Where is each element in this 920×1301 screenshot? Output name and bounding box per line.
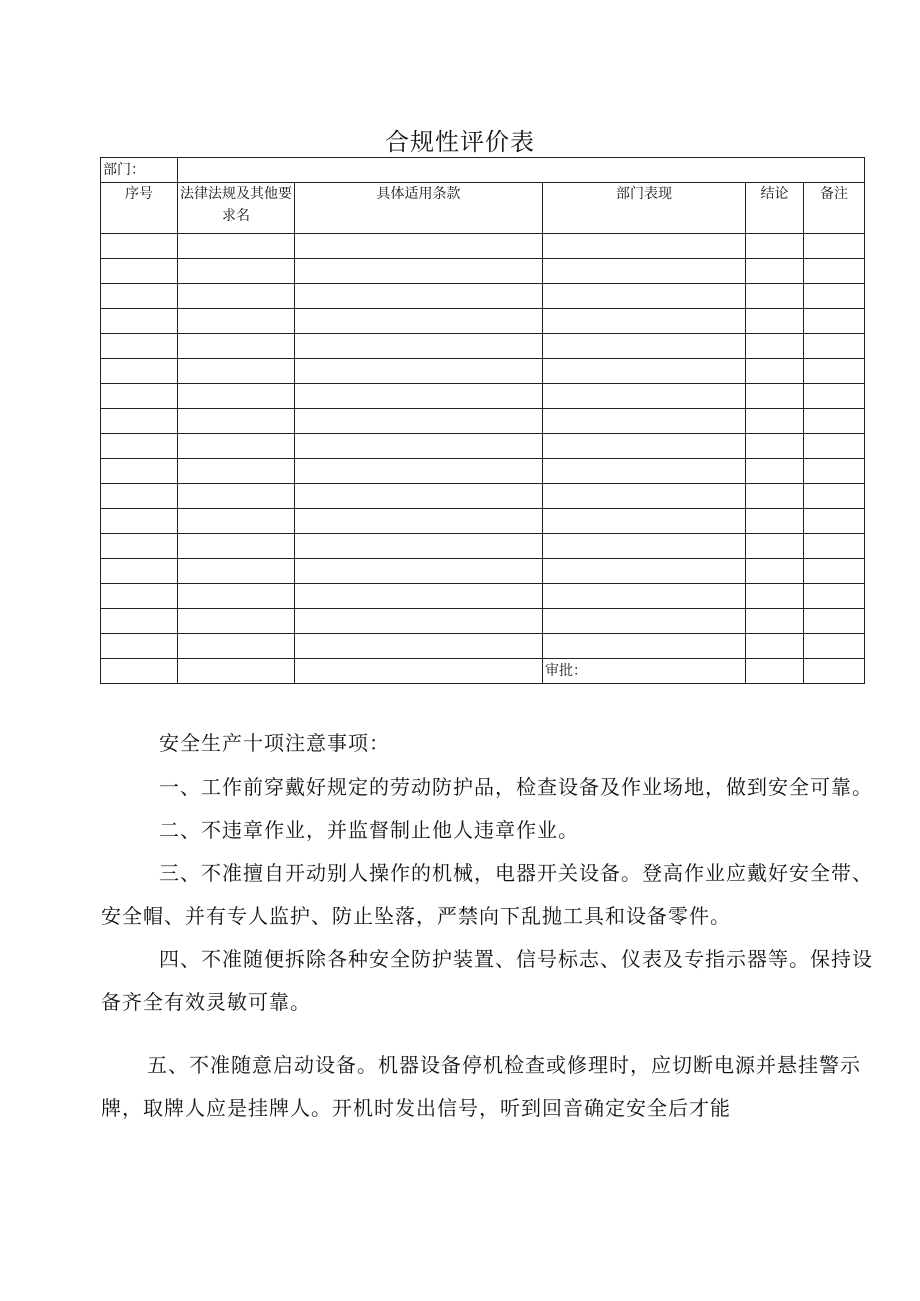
table-cell[interactable] [101, 609, 178, 634]
table-row [101, 484, 865, 509]
table-cell[interactable] [804, 509, 865, 534]
col-header-performance: 部门表现 [543, 183, 746, 234]
table-cell[interactable] [804, 309, 865, 334]
approval-label: 审批： [543, 659, 746, 684]
table-cell[interactable] [295, 609, 543, 634]
table-cell[interactable] [543, 384, 746, 409]
table-cell[interactable] [543, 434, 746, 459]
table-cell[interactable] [295, 459, 543, 484]
note-item-1: 一、工作前穿戴好规定的劳动防护品，检查设备及作业场地，做到安全可靠。 [159, 775, 873, 799]
table-cell[interactable] [178, 584, 295, 609]
note-item-4: 四、不准随便拆除各种安全防护装置、信号标志、仪表及专指示器等。保持设备齐全有效灵敏可靠。 [101, 947, 873, 1014]
col-header-remarks: 备注 [804, 183, 865, 234]
table-cell[interactable] [746, 659, 804, 684]
col-header-index: 序号 [101, 183, 178, 234]
table-cell[interactable] [101, 634, 178, 659]
table-cell[interactable] [746, 309, 804, 334]
table-cell[interactable] [101, 359, 178, 384]
table-cell[interactable] [746, 484, 804, 509]
table-cell[interactable] [101, 509, 178, 534]
table-cell[interactable] [746, 584, 804, 609]
dept-value-field[interactable] [178, 158, 865, 183]
note-item-3: 三、不准擅自开动别人操作的机械，电器开关设备。登高作业应戴好安全带、安全帽、并有专人监护、防止坠落，严禁向下乱抛工具和设备零件。 [101, 861, 873, 928]
table-cell[interactable] [804, 609, 865, 634]
table-cell[interactable] [295, 509, 543, 534]
table-cell[interactable] [101, 384, 178, 409]
table-cell[interactable] [804, 634, 865, 659]
table-cell[interactable] [178, 334, 295, 359]
table-row [101, 584, 865, 609]
table-cell[interactable] [295, 559, 543, 584]
table-cell[interactable] [746, 559, 804, 584]
table-cell[interactable] [543, 609, 746, 634]
table-cell[interactable] [543, 459, 746, 484]
table-cell[interactable] [543, 634, 746, 659]
table-cell[interactable] [101, 559, 178, 584]
table-cell[interactable] [101, 584, 178, 609]
table-cell[interactable] [804, 284, 865, 309]
table-cell[interactable] [178, 634, 295, 659]
table-cell[interactable] [746, 359, 804, 384]
table-row [101, 284, 865, 309]
table-cell[interactable] [295, 259, 543, 284]
table-cell[interactable] [543, 559, 746, 584]
note-item-5: 五、不准随意启动设备。机器设备停机检查或修理时，应切断电源并悬挂警示牌，取牌人应是挂牌人。开机时发出信号，听到回音确定安全后才能 [101, 1053, 861, 1120]
table-cell[interactable] [295, 359, 543, 384]
table-cell[interactable] [295, 284, 543, 309]
table-cell[interactable] [804, 334, 865, 359]
table-cell[interactable] [543, 584, 746, 609]
table-cell[interactable] [178, 434, 295, 459]
table-cell[interactable] [295, 434, 543, 459]
col-header-conclusion: 结论 [746, 183, 804, 234]
table-row [101, 309, 865, 334]
table-cell[interactable] [101, 534, 178, 559]
table-cell[interactable] [746, 259, 804, 284]
notes-heading: 安全生产十项注意事项： [159, 731, 390, 755]
note-item-2: 二、不违章作业，并监督制止他人违章作业。 [159, 818, 579, 842]
approval-row [101, 659, 865, 684]
table-row [101, 409, 865, 434]
dept-label: 部门： [101, 158, 178, 183]
table-cell[interactable] [746, 634, 804, 659]
table-cell[interactable] [804, 234, 865, 259]
table-cell[interactable] [178, 484, 295, 509]
table-cell[interactable] [178, 359, 295, 384]
table-cell[interactable] [804, 484, 865, 509]
table-cell[interactable] [178, 409, 295, 434]
table-header-row [101, 183, 865, 234]
table-cell[interactable] [746, 609, 804, 634]
table-cell[interactable] [804, 534, 865, 559]
table-cell[interactable] [101, 459, 178, 484]
table-cell[interactable] [543, 484, 746, 509]
table-cell[interactable] [543, 334, 746, 359]
table-cell[interactable] [295, 584, 543, 609]
table-cell[interactable] [178, 234, 295, 259]
table-cell[interactable] [295, 384, 543, 409]
table-cell[interactable] [746, 284, 804, 309]
table-cell[interactable] [804, 584, 865, 609]
table-cell[interactable] [178, 659, 295, 684]
table-cell[interactable] [804, 259, 865, 284]
table-row [101, 509, 865, 534]
table-cell[interactable] [295, 409, 543, 434]
table-row [101, 234, 865, 259]
table-cell[interactable] [543, 259, 746, 284]
table-cell[interactable] [178, 609, 295, 634]
table-cell[interactable] [101, 659, 178, 684]
table-cell[interactable] [178, 284, 295, 309]
table-cell[interactable] [101, 409, 178, 434]
table-cell[interactable] [178, 534, 295, 559]
table-cell[interactable] [178, 309, 295, 334]
dept-row [101, 158, 865, 183]
table-cell[interactable] [543, 509, 746, 534]
table-cell[interactable] [746, 459, 804, 484]
col-header-clause: 具体适用条款 [295, 183, 543, 234]
table-cell[interactable] [295, 234, 543, 259]
col-header-law-name: 法律法规及其他要求名 [178, 183, 295, 234]
table-cell[interactable] [543, 309, 746, 334]
table-cell[interactable] [746, 334, 804, 359]
table-cell[interactable] [746, 509, 804, 534]
table-cell[interactable] [804, 359, 865, 384]
table-cell[interactable] [746, 434, 804, 459]
table-row [101, 634, 865, 659]
table-cell[interactable] [178, 509, 295, 534]
table-row [101, 534, 865, 559]
table-cell[interactable] [543, 409, 746, 434]
evaluation-table [100, 157, 865, 684]
table-cell[interactable] [295, 634, 543, 659]
table-row [101, 359, 865, 384]
table-row [101, 559, 865, 584]
table-cell[interactable] [543, 284, 746, 309]
table-row [101, 384, 865, 409]
table-cell[interactable] [101, 309, 178, 334]
table-cell[interactable] [804, 434, 865, 459]
table-cell[interactable] [101, 484, 178, 509]
table-cell[interactable] [804, 459, 865, 484]
table-cell[interactable] [804, 659, 865, 684]
table-cell[interactable] [178, 459, 295, 484]
table-cell[interactable] [543, 534, 746, 559]
table-cell[interactable] [178, 384, 295, 409]
table-row [101, 459, 865, 484]
table-cell[interactable] [746, 234, 804, 259]
table-cell[interactable] [804, 384, 865, 409]
table-row [101, 259, 865, 284]
table-cell[interactable] [295, 534, 543, 559]
table-cell[interactable] [295, 659, 543, 684]
table-cell[interactable] [804, 409, 865, 434]
table-cell[interactable] [746, 534, 804, 559]
table-cell[interactable] [295, 309, 543, 334]
table-cell[interactable] [101, 334, 178, 359]
table-row [101, 334, 865, 359]
table-cell[interactable] [101, 284, 178, 309]
table-cell[interactable] [295, 334, 543, 359]
table-cell[interactable] [101, 259, 178, 284]
table-cell[interactable] [543, 359, 746, 384]
table-cell[interactable] [295, 484, 543, 509]
table-cell[interactable] [101, 434, 178, 459]
table-cell[interactable] [543, 234, 746, 259]
table-cell[interactable] [804, 559, 865, 584]
table-row [101, 609, 865, 634]
table-cell[interactable] [178, 259, 295, 284]
table-cell[interactable] [746, 384, 804, 409]
safety-notes [101, 722, 876, 1130]
page-title: 合规性评价表 [385, 128, 535, 156]
table-cell[interactable] [101, 234, 178, 259]
table-cell[interactable] [178, 559, 295, 584]
table-cell[interactable] [746, 409, 804, 434]
table-row [101, 434, 865, 459]
